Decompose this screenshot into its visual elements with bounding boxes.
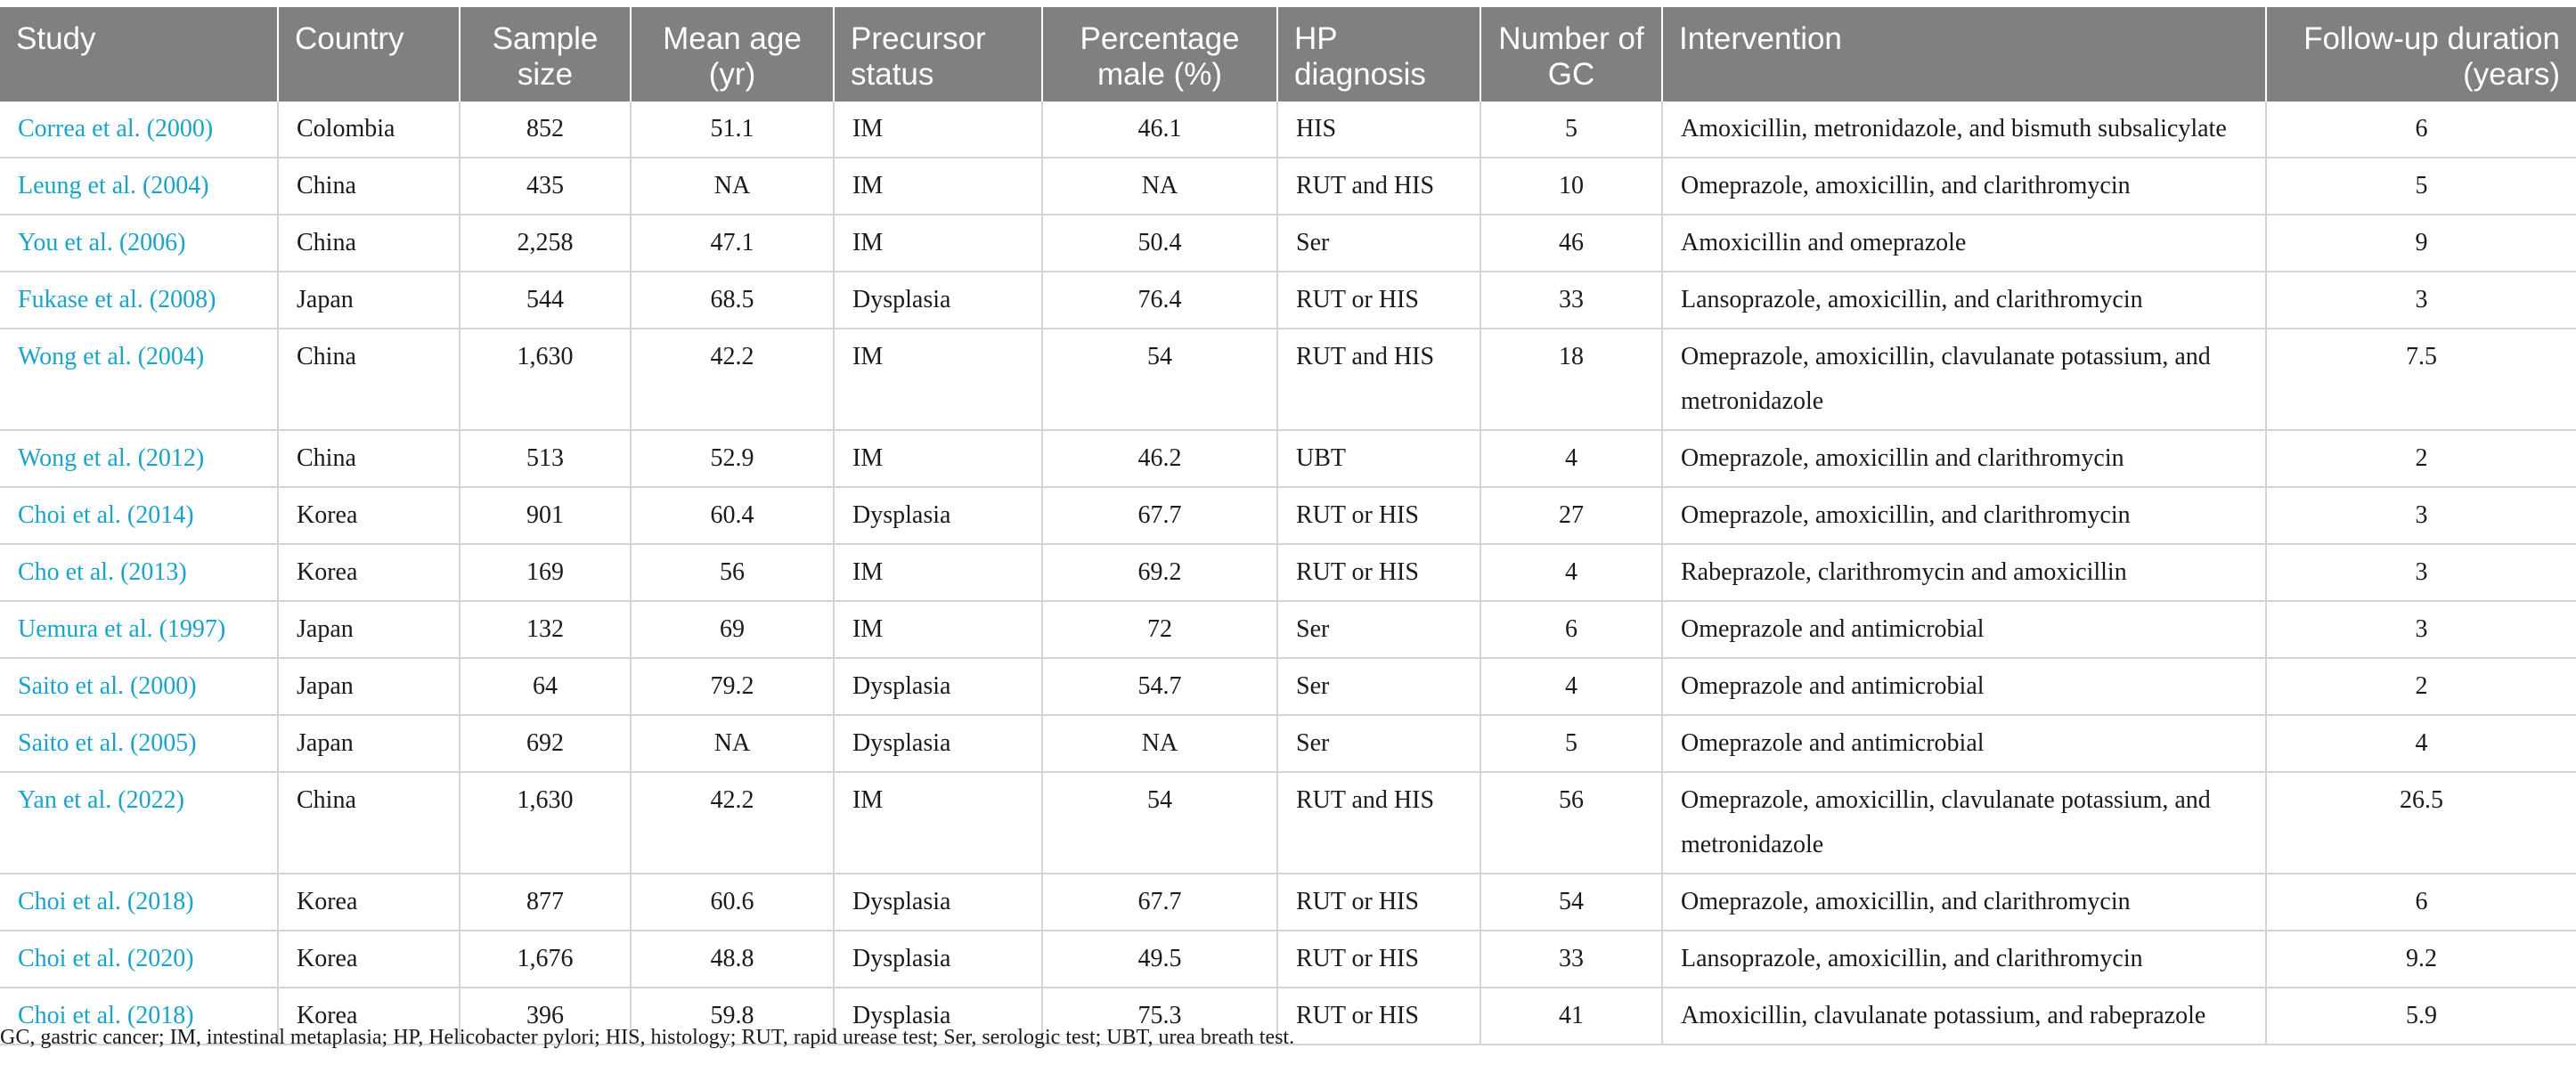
study-link[interactable]: Choi et al. (2014) <box>0 487 278 544</box>
follow-up-duration-cell: 5.9 <box>2266 988 2576 1045</box>
table-row <box>0 215 2576 272</box>
precursor-status-cell: Dysplasia <box>834 715 1042 772</box>
header-row <box>0 7 2576 102</box>
follow-up-duration-cell: 26.5 <box>2266 772 2576 874</box>
percentage-male-cell: 46.2 <box>1042 430 1277 487</box>
precursor-status-cell: IM <box>834 772 1042 874</box>
hp-diagnosis-cell: RUT or HIS <box>1277 544 1480 601</box>
mean-age-cell: NA <box>631 158 834 215</box>
follow-up-duration-cell: 2 <box>2266 658 2576 715</box>
country-cell: Korea <box>278 544 460 601</box>
follow-up-duration-cell: 9 <box>2266 215 2576 272</box>
header-precursor-status: Precursor status <box>834 7 1042 102</box>
intervention-cell: Amoxicillin, metronidazole, and bismuth subsalicylate <box>1662 102 2266 158</box>
mean-age-cell: 60.6 <box>631 874 834 931</box>
intervention-cell: Omeprazole, amoxicillin, clavulanate potassium, and metronidazole <box>1662 329 2266 430</box>
study-link[interactable]: You et al. (2006) <box>0 215 278 272</box>
intervention-cell: Omeprazole, amoxicillin, and clarithromycin <box>1662 158 2266 215</box>
country-cell: China <box>278 772 460 874</box>
table-row <box>0 601 2576 658</box>
number-of-gc-cell: 6 <box>1480 601 1662 658</box>
mean-age-cell: NA <box>631 715 834 772</box>
precursor-status-cell: Dysplasia <box>834 487 1042 544</box>
mean-age-cell: 79.2 <box>631 658 834 715</box>
mean-age-cell: 42.2 <box>631 329 834 430</box>
intervention-cell: Amoxicillin and omeprazole <box>1662 215 2266 272</box>
number-of-gc-cell: 56 <box>1480 772 1662 874</box>
country-cell: Japan <box>278 601 460 658</box>
country-cell: Korea <box>278 988 460 1045</box>
country-cell: China <box>278 329 460 430</box>
number-of-gc-cell: 4 <box>1480 544 1662 601</box>
precursor-status-cell: Dysplasia <box>834 931 1042 988</box>
number-of-gc-cell: 27 <box>1480 487 1662 544</box>
percentage-male-cell: 54.7 <box>1042 658 1277 715</box>
precursor-status-cell: IM <box>834 158 1042 215</box>
sample-size-cell: 877 <box>460 874 631 931</box>
percentage-male-cell: 76.4 <box>1042 272 1277 329</box>
intervention-cell: Lansoprazole, amoxicillin, and clarithromycin <box>1662 931 2266 988</box>
mean-age-cell: 60.4 <box>631 487 834 544</box>
number-of-gc-cell: 18 <box>1480 329 1662 430</box>
follow-up-duration-cell: 9.2 <box>2266 931 2576 988</box>
percentage-male-cell: 46.1 <box>1042 102 1277 158</box>
header-mean-age: Mean age (yr) <box>631 7 834 102</box>
country-cell: Colombia <box>278 102 460 158</box>
study-link[interactable]: Wong et al. (2004) <box>0 329 278 430</box>
sample-size-cell: 64 <box>460 658 631 715</box>
intervention-cell: Lansoprazole, amoxicillin, and clarithromycin <box>1662 272 2266 329</box>
sample-size-cell: 692 <box>460 715 631 772</box>
hp-diagnosis-cell: Ser <box>1277 715 1480 772</box>
percentage-male-cell: 72 <box>1042 601 1277 658</box>
sample-size-cell: 435 <box>460 158 631 215</box>
follow-up-duration-cell: 6 <box>2266 102 2576 158</box>
hp-diagnosis-cell: Ser <box>1277 215 1480 272</box>
table-row <box>0 487 2576 544</box>
table-row <box>0 430 2576 487</box>
follow-up-duration-cell: 3 <box>2266 272 2576 329</box>
percentage-male-cell: 54 <box>1042 329 1277 430</box>
sample-size-cell: 544 <box>460 272 631 329</box>
follow-up-duration-cell: 4 <box>2266 715 2576 772</box>
mean-age-cell: 52.9 <box>631 430 834 487</box>
hp-diagnosis-cell: Ser <box>1277 601 1480 658</box>
follow-up-duration-cell: 3 <box>2266 544 2576 601</box>
precursor-status-cell: Dysplasia <box>834 874 1042 931</box>
number-of-gc-cell: 10 <box>1480 158 1662 215</box>
country-cell: Korea <box>278 931 460 988</box>
follow-up-duration-cell: 5 <box>2266 158 2576 215</box>
table-row <box>0 658 2576 715</box>
precursor-status-cell: IM <box>834 544 1042 601</box>
sample-size-cell: 1,630 <box>460 772 631 874</box>
header-study: Study <box>0 7 278 102</box>
precursor-status-cell: IM <box>834 329 1042 430</box>
country-cell: China <box>278 430 460 487</box>
header-country: Country <box>278 7 460 102</box>
country-cell: China <box>278 158 460 215</box>
intervention-cell: Omeprazole, amoxicillin, clavulanate potassium, and metronidazole <box>1662 772 2266 874</box>
table-footnote: GC, gastric cancer; IM, intestinal metaplasia; HP, Helicobacter pylori; HIS, histology; RUT, rapid urease test; Ser, serologic test; UBT, urea breath test. <box>0 1026 1295 1049</box>
header-number-of-gc: Number of GC <box>1480 7 1662 102</box>
precursor-status-cell: IM <box>834 215 1042 272</box>
sample-size-cell: 169 <box>460 544 631 601</box>
table-body <box>0 102 2576 1045</box>
percentage-male-cell: 69.2 <box>1042 544 1277 601</box>
percentage-male-cell: NA <box>1042 715 1277 772</box>
study-link[interactable]: Wong et al. (2012) <box>0 430 278 487</box>
sample-size-cell: 852 <box>460 102 631 158</box>
mean-age-cell: 69 <box>631 601 834 658</box>
sample-size-cell: 1,630 <box>460 329 631 430</box>
follow-up-duration-cell: 6 <box>2266 874 2576 931</box>
number-of-gc-cell: 33 <box>1480 931 1662 988</box>
sample-size-cell: 396 <box>460 988 631 1045</box>
table-row <box>0 272 2576 329</box>
hp-diagnosis-cell: RUT or HIS <box>1277 272 1480 329</box>
sample-size-cell: 1,676 <box>460 931 631 988</box>
hp-diagnosis-cell: RUT and HIS <box>1277 329 1480 430</box>
intervention-cell: Omeprazole and antimicrobial <box>1662 715 2266 772</box>
intervention-cell: Omeprazole, amoxicillin, and clarithromycin <box>1662 874 2266 931</box>
hp-diagnosis-cell: RUT and HIS <box>1277 772 1480 874</box>
hp-diagnosis-cell: RUT or HIS <box>1277 988 1480 1045</box>
precursor-status-cell: Dysplasia <box>834 272 1042 329</box>
mean-age-cell: 68.5 <box>631 272 834 329</box>
table-row <box>0 772 2576 874</box>
precursor-status-cell: Dysplasia <box>834 658 1042 715</box>
table-row <box>0 874 2576 931</box>
hp-diagnosis-cell: RUT or HIS <box>1277 487 1480 544</box>
table-row <box>0 158 2576 215</box>
mean-age-cell: 47.1 <box>631 215 834 272</box>
follow-up-duration-cell: 3 <box>2266 487 2576 544</box>
country-cell: China <box>278 215 460 272</box>
table-container <box>0 7 2576 1045</box>
country-cell: Korea <box>278 487 460 544</box>
sample-size-cell: 901 <box>460 487 631 544</box>
mean-age-cell: 51.1 <box>631 102 834 158</box>
intervention-cell: Omeprazole, amoxicillin, and clarithromycin <box>1662 487 2266 544</box>
header-sample-size: Sample size <box>460 7 631 102</box>
header-intervention: Intervention <box>1662 7 2266 102</box>
study-link[interactable]: Choi et al. (2020) <box>0 931 278 988</box>
header-hp-diagnosis: HP diagnosis <box>1277 7 1480 102</box>
number-of-gc-cell: 54 <box>1480 874 1662 931</box>
percentage-male-cell: 67.7 <box>1042 487 1277 544</box>
study-link[interactable]: Saito et al. (2000) <box>0 658 278 715</box>
study-link[interactable]: Uemura et al. (1997) <box>0 601 278 658</box>
hp-diagnosis-cell: RUT or HIS <box>1277 931 1480 988</box>
percentage-male-cell: 49.5 <box>1042 931 1277 988</box>
mean-age-cell: 59.8 <box>631 988 834 1045</box>
study-link[interactable]: Correa et al. (2000) <box>0 102 278 158</box>
percentage-male-cell: 50.4 <box>1042 215 1277 272</box>
precursor-status-cell: IM <box>834 102 1042 158</box>
study-link[interactable]: Choi et al. (2018) <box>0 874 278 931</box>
number-of-gc-cell: 5 <box>1480 715 1662 772</box>
country-cell: Korea <box>278 874 460 931</box>
mean-age-cell: 42.2 <box>631 772 834 874</box>
number-of-gc-cell: 4 <box>1480 430 1662 487</box>
study-link[interactable]: Cho et al. (2013) <box>0 544 278 601</box>
header-follow-up-duration: Follow-up duration (years) <box>2266 7 2576 102</box>
hp-diagnosis-cell: Ser <box>1277 658 1480 715</box>
header-percentage-male: Percentage male (%) <box>1042 7 1277 102</box>
study-link[interactable]: Choi et al. (2018) <box>0 988 278 1045</box>
intervention-cell: Omeprazole, amoxicillin and clarithromycin <box>1662 430 2266 487</box>
study-link[interactable]: Fukase et al. (2008) <box>0 272 278 329</box>
intervention-cell: Omeprazole and antimicrobial <box>1662 601 2266 658</box>
intervention-cell: Rabeprazole, clarithromycin and amoxicillin <box>1662 544 2266 601</box>
hp-diagnosis-cell: HIS <box>1277 102 1480 158</box>
sample-size-cell: 2,258 <box>460 215 631 272</box>
number-of-gc-cell: 4 <box>1480 658 1662 715</box>
table-row <box>0 102 2576 158</box>
percentage-male-cell: 75.3 <box>1042 988 1277 1045</box>
sample-size-cell: 132 <box>460 601 631 658</box>
hp-diagnosis-cell: RUT and HIS <box>1277 158 1480 215</box>
country-cell: Japan <box>278 272 460 329</box>
precursor-status-cell: Dysplasia <box>834 988 1042 1045</box>
study-link[interactable]: Saito et al. (2005) <box>0 715 278 772</box>
precursor-status-cell: IM <box>834 430 1042 487</box>
percentage-male-cell: 67.7 <box>1042 874 1277 931</box>
hp-diagnosis-cell: RUT or HIS <box>1277 874 1480 931</box>
study-link[interactable]: Leung et al. (2004) <box>0 158 278 215</box>
country-cell: Japan <box>278 658 460 715</box>
precursor-status-cell: IM <box>834 601 1042 658</box>
intervention-cell: Omeprazole and antimicrobial <box>1662 658 2266 715</box>
table-row <box>0 329 2576 430</box>
sample-size-cell: 513 <box>460 430 631 487</box>
mean-age-cell: 48.8 <box>631 931 834 988</box>
number-of-gc-cell: 33 <box>1480 272 1662 329</box>
follow-up-duration-cell: 3 <box>2266 601 2576 658</box>
table-row <box>0 715 2576 772</box>
study-link[interactable]: Yan et al. (2022) <box>0 772 278 874</box>
study-table <box>0 7 2576 1045</box>
hp-diagnosis-cell: UBT <box>1277 430 1480 487</box>
number-of-gc-cell: 5 <box>1480 102 1662 158</box>
percentage-male-cell: 54 <box>1042 772 1277 874</box>
follow-up-duration-cell: 2 <box>2266 430 2576 487</box>
number-of-gc-cell: 41 <box>1480 988 1662 1045</box>
percentage-male-cell: NA <box>1042 158 1277 215</box>
number-of-gc-cell: 46 <box>1480 215 1662 272</box>
mean-age-cell: 56 <box>631 544 834 601</box>
intervention-cell: Amoxicillin, clavulanate potassium, and rabeprazole <box>1662 988 2266 1045</box>
follow-up-duration-cell: 7.5 <box>2266 329 2576 430</box>
table-row <box>0 931 2576 988</box>
country-cell: Japan <box>278 715 460 772</box>
table-row <box>0 544 2576 601</box>
